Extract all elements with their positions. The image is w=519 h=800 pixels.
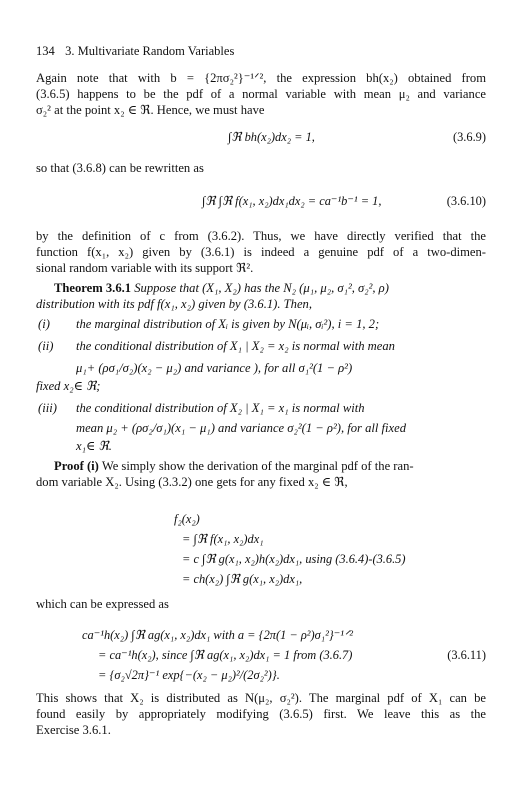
- equation-formula: ∫ℜ ∫ℜ f(x₁, x₂)dx₁dx₂ = ca⁻¹b⁻¹ = 1,: [202, 194, 382, 208]
- derivation-text: = ∫ℜ f(x₁, x₂)dx₁: [182, 532, 264, 546]
- theorem-statement: Suppose that (X₁, X₂) has the N₂ (μ₁, μ₂, σ₁², σ₂², ρ): [134, 281, 389, 295]
- para3-line3: sional random variable with its support ℜ².: [36, 261, 254, 275]
- para1-line1: Again note that with b = {2πσ₂²}⁻¹ᐟ², the expression bh(x₂) obtained from: [36, 71, 486, 85]
- item-ii-text2: μ₁+ (ρσ₁/σ₂)(x₂ − μ₂) and variance ), for all σ₁²(1 − ρ²): [76, 361, 353, 375]
- item-iii-text2: mean μ₂ + (ρσ₂/σ₁)(x₁ − μ₁) and variance σ₂²(1 − ρ²), for all fixed: [76, 421, 407, 435]
- derivation-text: = ch(x₂) ∫ℜ g(x₁, x₂)dx₁,: [182, 572, 303, 586]
- item-ii-text1: the conditional distribution of X₁ | X₂ = x₂ is normal with mean: [76, 339, 395, 353]
- item-iii-text1: the conditional distribution of X₂ | X₁ = x₁ is normal with: [76, 401, 365, 415]
- theorem-line1: [54, 280, 486, 296]
- equation-tag: (3.6.10): [446, 194, 486, 208]
- running-header: [36, 44, 234, 59]
- derivation-text: = c ∫ℜ g(x₁, x₂)h(x₂)dx₁, using (3.6.4)-(3.6.5): [182, 552, 406, 566]
- para5-line1: This shows that X₂ is distributed as N(μ₂, σ₂²). The marginal pdf of X₁ can be: [36, 691, 486, 705]
- para3-line2: function f(x₁, x₂) given by (3.6.1) is indeed a genuine pdf of a two-dimen-: [36, 245, 486, 259]
- item-i-text: the marginal distribution of Xᵢ is given by N(μᵢ, σᵢ²), i = 1, 2;: [76, 317, 380, 331]
- para5-line2: found easily by appropriately modifying (3.6.5) first. We leave this as the: [36, 707, 486, 721]
- equation-formula: = {σ₂√2π}⁻¹ exp{−(x₂ − μ₂)²/(2σ₂²)}.: [98, 668, 280, 682]
- proof-line2: dom variable X₂. Using (3.3.2) one gets for any fixed x₂ ∈ ℜ,: [36, 475, 348, 489]
- item-iii-text3: x₁∈ ℜ.: [76, 439, 112, 453]
- proof-line1: [54, 458, 486, 474]
- derivation-text: f₂(x₂): [174, 512, 200, 526]
- item-ii-text3: fixed x₂∈ ℜ;: [36, 379, 101, 393]
- proof-text: We simply show the derivation of the marginal pdf of the ran-: [101, 459, 414, 473]
- para5-line3: Exercise 3.6.1.: [36, 723, 111, 737]
- proof-label: Proof (i): [54, 459, 99, 473]
- equation-tag: (3.6.9): [452, 130, 486, 144]
- item-ii-number: (ii): [38, 339, 54, 353]
- equation-formula: ca⁻¹h(x₂) ∫ℜ ag(x₁, x₂)dx₁ with a = {2π(1 − ρ²)σ₁²}⁻¹ᐟ²: [82, 628, 353, 642]
- para4-line1: which can be expressed as: [36, 597, 169, 611]
- page-number: 134: [36, 44, 55, 58]
- theorem-line2: distribution with its pdf f(x₁, x₂) given by (3.6.1). Then,: [36, 297, 312, 311]
- para3-line1: by the definition of c from (3.6.2). Thus, we have directly verified that the: [36, 229, 486, 243]
- para2-line1: so that (3.6.8) can be rewritten as: [36, 161, 204, 175]
- para1-line2: (3.6.5) happens to be the pdf of a normal variable with mean μ₂ and variance: [36, 87, 486, 101]
- item-iii-number: (iii): [38, 401, 57, 415]
- para1-line3: σ₂² at the point x₂ ∈ ℜ. Hence, we must have: [36, 103, 265, 117]
- theorem-label: Theorem 3.6.1: [54, 281, 132, 295]
- item-i-number: (i): [38, 317, 50, 331]
- equation-tag: (3.6.11): [447, 648, 486, 662]
- equation-formula: ∫ℜ bh(x₂)dx₂ = 1,: [228, 130, 315, 144]
- equation-formula: = ca⁻¹h(x₂), since ∫ℜ ag(x₁, x₂)dx₁ = 1 from (3.6.7): [98, 648, 353, 662]
- chapter-title: 3. Multivariate Random Variables: [65, 44, 235, 58]
